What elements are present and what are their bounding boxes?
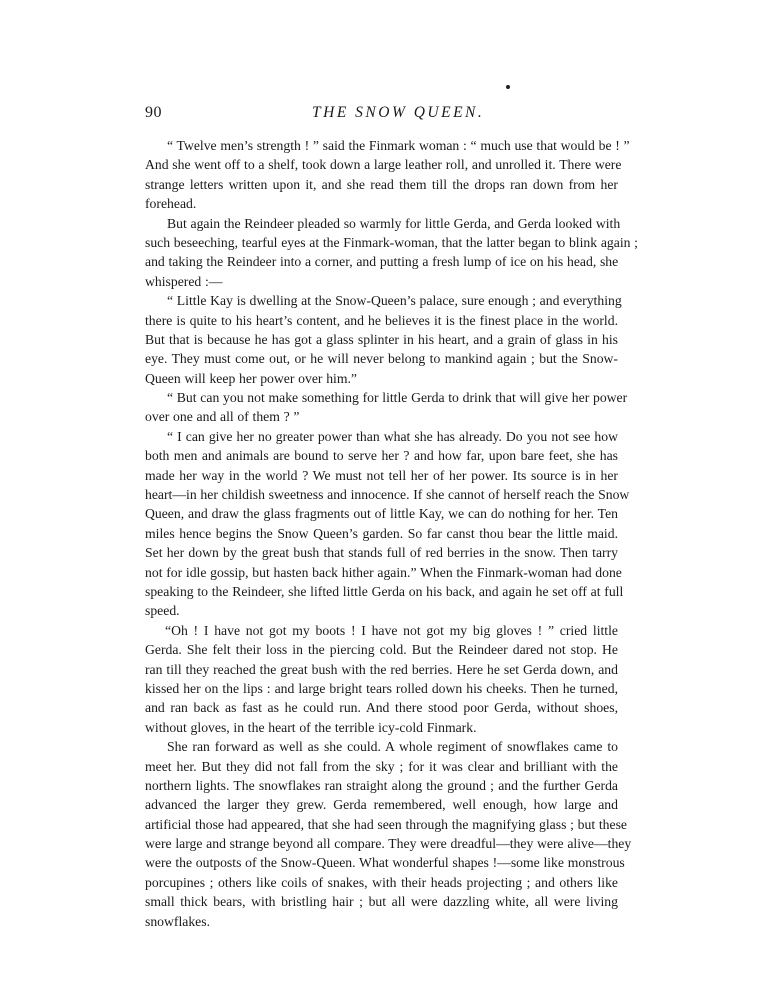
ink-speck <box>506 85 510 89</box>
text-line: small thick bears, with bristling hair ; but all were dazzling white, all were living <box>145 894 618 910</box>
text-line: both men and animals are bound to serve her ? and how far, upon bare feet, she has <box>145 448 618 464</box>
text-line: Queen, and draw the glass fragments out of little Kay, we can do nothing for her. Ten <box>145 506 618 522</box>
text-line: She ran forward as well as she could. A whole regiment of snowflakes came to <box>167 739 618 755</box>
text-line: were the outposts of the Snow-Queen. What wonderful shapes !—some like monstrous <box>145 855 625 871</box>
text-line: heart—in her childish sweetness and innocence. If she cannot of herself reach the Snow <box>145 487 630 503</box>
text-line: forehead. <box>145 196 197 212</box>
text-line: speaking to the Reindeer, she lifted little Gerda on his back, and again he set off at full <box>145 583 624 599</box>
text-line: Queen will keep her power over him.” <box>145 370 357 386</box>
text-line: not for idle gossip, but hasten back hither again.” When the Finmark-woman had done <box>145 564 622 580</box>
text-line: advanced the larger they grew. Gerda remembered, well enough, how large and <box>145 797 618 813</box>
text-line: without gloves, in the heart of the terrible icy-cold Finmark. <box>145 719 477 735</box>
text-line: “ I can give her no greater power than what she has already. Do you not see how <box>167 428 618 444</box>
text-line: “ Twelve men’s strength ! ” said the Finmark woman : “ much use that would be ! ” <box>167 138 630 153</box>
text-line: such beseeching, tearful eyes at the Finmark-woman, that the latter began to blink again ; <box>145 234 638 250</box>
text-line: were large and strange beyond all compare. They were dreadful—they were alive—they <box>145 836 632 852</box>
text-line: whispered :— <box>145 273 223 289</box>
text-line: artificial those had appeared, that she had seen through the magnifying glass ; but these <box>145 816 627 832</box>
running-title: THE SNOW QUEEN. <box>312 104 485 121</box>
text-line: Gerda. She felt their loss in the piercing cold. But the Reindeer dared not stop. He <box>145 642 618 658</box>
text-line: strange letters written upon it, and she read them till the drops ran down from her <box>145 176 618 192</box>
text-line: “ But can you not make something for little Gerda to drink that will give her power <box>167 390 628 406</box>
text-line: and taking the Reindeer into a corner, and putting a fresh lump of ice on his head, she <box>145 254 619 270</box>
text-line: But again the Reindeer pleaded so warmly for little Gerda, and Gerda looked with <box>167 215 621 231</box>
text-line: snowflakes. <box>145 913 211 929</box>
text-line: speed. <box>145 603 180 619</box>
text-line: But that is because he has got a glass splinter in his heart, and a grain of glass in his <box>145 331 618 347</box>
text-line: there is quite to his heart’s content, and he believes it is the finest place in the world. <box>145 312 618 328</box>
text-line: over one and all of them ? ” <box>145 409 300 425</box>
text-line: Set her down by the great bush that stands full of red berries in the snow. Then tarry <box>145 545 618 561</box>
text-line: porcupines ; others like coils of snakes, with their heads projecting ; and others like <box>145 874 618 890</box>
page-number: 90 <box>145 104 162 121</box>
text-line: northern lights. The snowflakes ran straight along the ground ; and the further Gerda <box>145 777 618 793</box>
text-line: “Oh ! I have not got my boots ! I have not got my big gloves ! ” cried little <box>165 622 618 638</box>
text-line: made her way in the world ? We must not tell her of her power. Its source is in her <box>145 467 618 483</box>
text-line: ran till they reached the great bush with the red berries. Here he set Gerda down, and <box>145 661 618 677</box>
text-line: eye. They must come out, or he will never belong to mankind again ; but the Snow- <box>145 351 618 367</box>
text-line: And she went off to a shelf, took down a large leather roll, and unrolled it. There were <box>145 157 622 173</box>
text-line: miles hence begins the Snow Queen’s garden. So far canst thou bear the little maid. <box>145 525 618 541</box>
text-line: “ Little Kay is dwelling at the Snow-Queen’s palace, sure enough ; and everything <box>167 293 622 309</box>
text-line: kissed her on the lips : and large bright tears rolled down his cheeks. Then he turned, <box>145 680 618 696</box>
body-text <box>145 136 638 931</box>
text-line: and ran back as fast as he could run. And there stood poor Gerda, without shoes, <box>145 700 618 716</box>
page-header <box>145 104 618 126</box>
text-line: meet her. But they did not fall from the sky ; for it was clear and brilliant with the <box>145 758 618 774</box>
